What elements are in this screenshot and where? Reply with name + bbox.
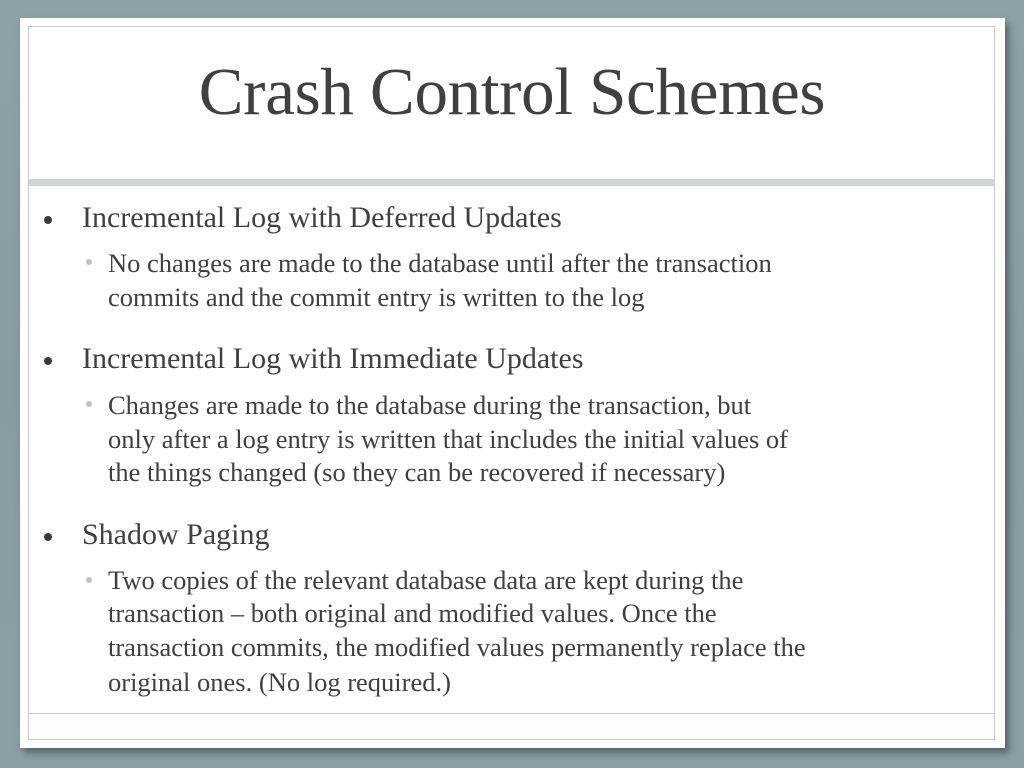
sub-bullet-dot-icon bbox=[86, 259, 92, 265]
sub-bullet-line: Changes are made to the database during the transaction, but bbox=[108, 390, 752, 420]
bullet-dot-icon bbox=[44, 533, 52, 541]
sub-bullet-line: Two copies of the relevant database data are kept during the bbox=[108, 565, 744, 595]
slide-footer bbox=[29, 714, 994, 739]
title-separator-bar bbox=[29, 179, 994, 186]
bullet-heading: Shadow Paging bbox=[82, 518, 270, 551]
bullet-dot-icon bbox=[44, 357, 52, 365]
bullet-heading: Incremental Log with Immediate Updates bbox=[82, 342, 584, 375]
sub-bullet-line: commits and the commit entry is written to the log bbox=[108, 282, 645, 312]
bullet-dot-icon bbox=[44, 216, 52, 224]
bullet-heading: Incremental Log with Deferred Updates bbox=[82, 201, 562, 234]
slide-title: Crash Control Schemes bbox=[198, 55, 826, 129]
sub-bullet-line: the things changed (so they can be recovered if necessary) bbox=[108, 457, 726, 487]
sub-bullet-line: No changes are made to the database until after the transaction bbox=[108, 248, 772, 278]
sub-bullet-line: transaction – both original and modified values. Once the bbox=[108, 598, 717, 628]
sub-bullet-dot-icon bbox=[86, 401, 92, 407]
sub-bullet-line: original ones. (No log required.) bbox=[108, 667, 451, 697]
sub-bullet-line: only after a log entry is written that includes the initial values of bbox=[108, 424, 788, 454]
sub-bullet-line: transaction commits, the modified values permanently replace the bbox=[108, 632, 806, 662]
sub-bullet-dot-icon bbox=[86, 577, 92, 583]
